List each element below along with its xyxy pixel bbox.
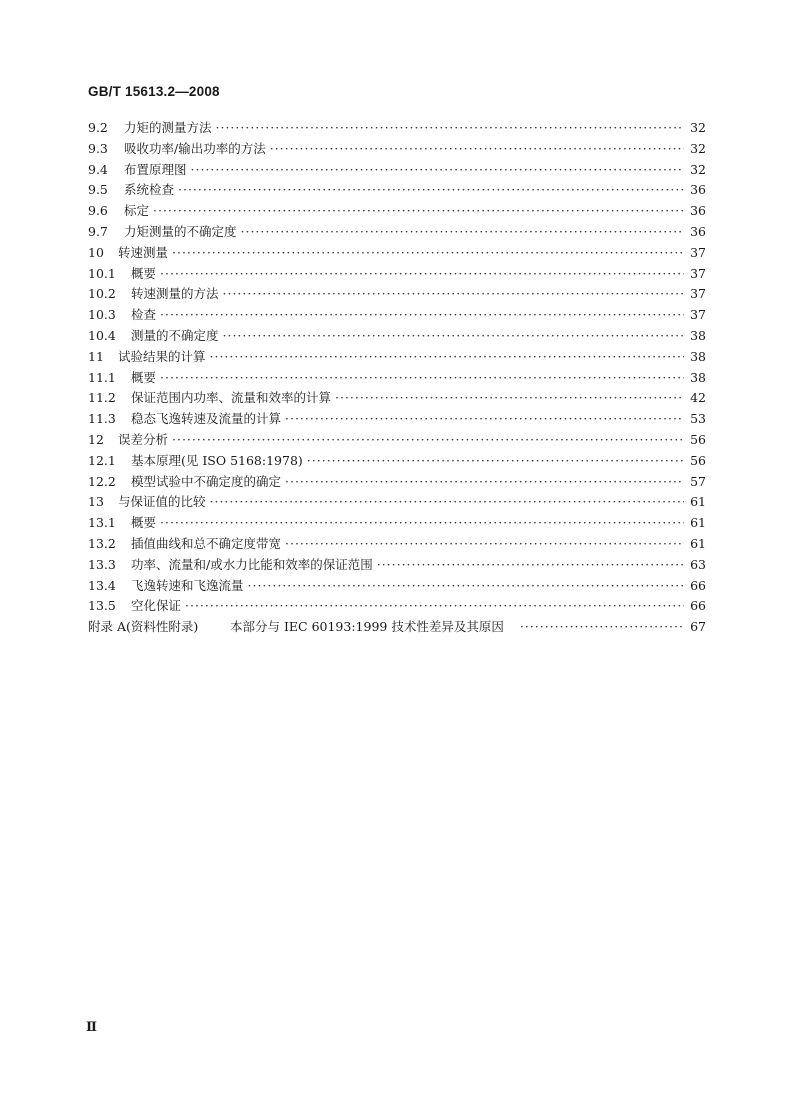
toc-entry-title: 标定 [124,203,150,219]
toc-entry-title: 本部分与 IEC 60193:1999 技术性差异及其原因 [230,619,504,635]
dot-leader [210,492,684,513]
toc-entry-number: 11.3 [88,411,116,427]
dot-leader [191,160,684,181]
toc-entry-title: 力矩测量的不确定度 [124,223,237,239]
toc-entry-number: 10.1 [88,265,116,281]
toc-entry-page: 36 [690,203,706,219]
toc-entry-page: 36 [690,182,706,198]
toc-entry-number: 10.2 [88,286,116,302]
toc-entry-page: 36 [690,223,706,239]
toc-entry[interactable] [88,326,706,347]
dot-leader [178,180,684,201]
dot-leader [160,264,684,285]
toc-entry-title: 概要 [131,265,157,281]
toc-entry[interactable] [88,492,706,513]
toc-entry[interactable] [88,430,706,451]
dot-leader [216,118,684,139]
toc-entry-page: 63 [690,556,706,572]
toc-entry-title: 概要 [131,515,157,531]
standard-number-header: GB/T 15613.2—2008 [88,84,220,99]
dot-leader [172,430,684,451]
toc-entry-title: 力矩的测量方法 [124,120,212,135]
toc-entry[interactable] [88,596,706,617]
toc-entry-title: 吸收功率/输出功率的方法 [124,140,266,156]
toc-entry-page: 66 [690,598,706,614]
toc-entry[interactable] [88,513,706,534]
toc-entry-page: 37 [690,244,706,260]
toc-entry[interactable] [88,555,706,576]
toc-entry-title: 转速测量的方法 [131,286,219,302]
page-number-footer: Ⅱ [86,1020,97,1035]
toc-entry-page: 61 [690,515,706,531]
dot-leader [307,451,684,472]
toc-entry-title: 空化保证 [131,598,182,614]
toc-entry-number: 13.2 [88,535,116,551]
toc-entry-number: 13.4 [88,577,116,593]
toc-entry-page: 37 [690,265,706,281]
toc-entry[interactable] [88,347,706,368]
toc-entry-page: 61 [690,535,706,551]
toc-entry-title: 测量的不确定度 [131,327,219,343]
dot-leader [223,326,684,347]
toc-entry-page: 32 [690,120,706,135]
dot-leader [160,368,684,389]
toc-entry-number: 12.1 [88,452,116,468]
dot-leader [160,305,684,326]
toc-entry-number: 11.2 [88,390,116,406]
dot-leader [285,409,684,430]
toc-entry-number: 11 [88,348,104,364]
toc-entry-title: 模型试验中不确定度的确定 [131,473,282,489]
toc-entry-page: 38 [690,348,706,364]
toc-entry-page: 57 [690,473,706,489]
toc-entry[interactable] [88,243,706,264]
toc-entry-title: 插值曲线和总不确定度带宽 [131,535,282,551]
toc-entry-title: 试验结果的计算 [118,348,206,364]
toc-entry-number: 附录 A(资料性附录) [88,619,199,635]
toc-entry[interactable] [88,368,706,389]
toc-entry-title: 系统检查 [124,182,175,198]
toc-entry-number: 13 [88,494,104,510]
toc-entry-title: 飞逸转速和飞逸流量 [131,577,244,593]
toc-entry-page: 38 [690,327,706,343]
toc-entry[interactable] [88,160,706,181]
toc-entry-number: 12 [88,431,104,447]
toc-entry-page: 32 [690,161,706,177]
toc-entry-page: 56 [690,452,706,468]
toc-entry[interactable] [88,472,706,493]
toc-entry-number: 9.5 [88,182,108,198]
dot-leader [335,388,684,409]
dot-leader [248,576,684,597]
toc-entry-number: 9.7 [88,223,108,239]
toc-entry-page: 66 [690,577,706,593]
toc-entry-title: 误差分析 [118,431,169,447]
toc-entry-number: 9.4 [88,161,108,177]
toc-entry-number: 10 [88,244,104,260]
toc-entry[interactable] [88,534,706,555]
toc-entry-page: 53 [690,411,706,427]
toc-entry-number: 9.6 [88,203,108,219]
toc-entry[interactable] [88,451,706,472]
toc-entry[interactable] [88,201,706,222]
toc-entry-number: 13.1 [88,515,116,531]
toc-entry-title: 保证范围内功率、流量和效率的计算 [131,390,332,406]
toc-entry-page: 37 [690,286,706,302]
toc-entry[interactable] [88,388,706,409]
toc-entry-title: 功率、流量和/或水力比能和效率的保证范围 [131,556,373,572]
toc-entry-number: 13.5 [88,598,116,614]
toc-entry-number: 9.3 [88,140,108,156]
toc-entry-title: 检查 [131,307,157,323]
toc-entry-number: 11.1 [88,369,116,385]
toc-entry-number: 9.2 [88,120,108,135]
toc-entry-page: 37 [690,307,706,323]
toc-entry[interactable] [88,576,706,597]
dot-leader [520,617,684,638]
toc-entry[interactable] [88,180,706,201]
toc-entry[interactable] [88,284,706,305]
toc-entry-page: 42 [690,390,706,406]
dot-leader [241,222,684,243]
dot-leader [285,472,684,493]
toc-entry-title: 与保证值的比较 [118,494,206,510]
toc-entry-page: 56 [690,431,706,447]
toc-entry[interactable] [88,409,706,430]
toc-entry-title: 转速测量 [118,244,169,260]
toc-entry-number: 12.2 [88,473,116,489]
toc-entry-appendix[interactable] [88,617,706,638]
dot-leader [270,139,684,160]
dot-leader [210,347,684,368]
dot-leader [285,534,684,555]
toc-entry[interactable] [88,139,706,160]
toc-entry-title: 基本原理(见 ISO 5168:1978) [131,452,303,468]
toc-entry[interactable] [88,305,706,326]
toc-entry-page: 38 [690,369,706,385]
toc-entry[interactable] [88,264,706,285]
toc-entry[interactable] [88,222,706,243]
dot-leader [172,243,684,264]
toc-entry-page: 32 [690,140,706,156]
toc-entry-page: 61 [690,494,706,510]
toc-entry-number: 13.3 [88,556,116,572]
toc-entry-page: 67 [690,619,706,635]
dot-leader [153,201,684,222]
toc-entry-title: 布置原理图 [124,161,187,177]
toc-entry-title: 概要 [131,369,157,385]
table-of-contents [88,118,706,638]
toc-entry-number: 10.4 [88,327,116,343]
toc-entry[interactable] [88,118,706,139]
toc-entry-number: 10.3 [88,307,116,323]
toc-entry-title: 稳态飞逸转速及流量的计算 [131,411,282,427]
dot-leader [377,555,684,576]
dot-leader [223,284,684,305]
dot-leader [185,596,684,617]
dot-leader [160,513,684,534]
